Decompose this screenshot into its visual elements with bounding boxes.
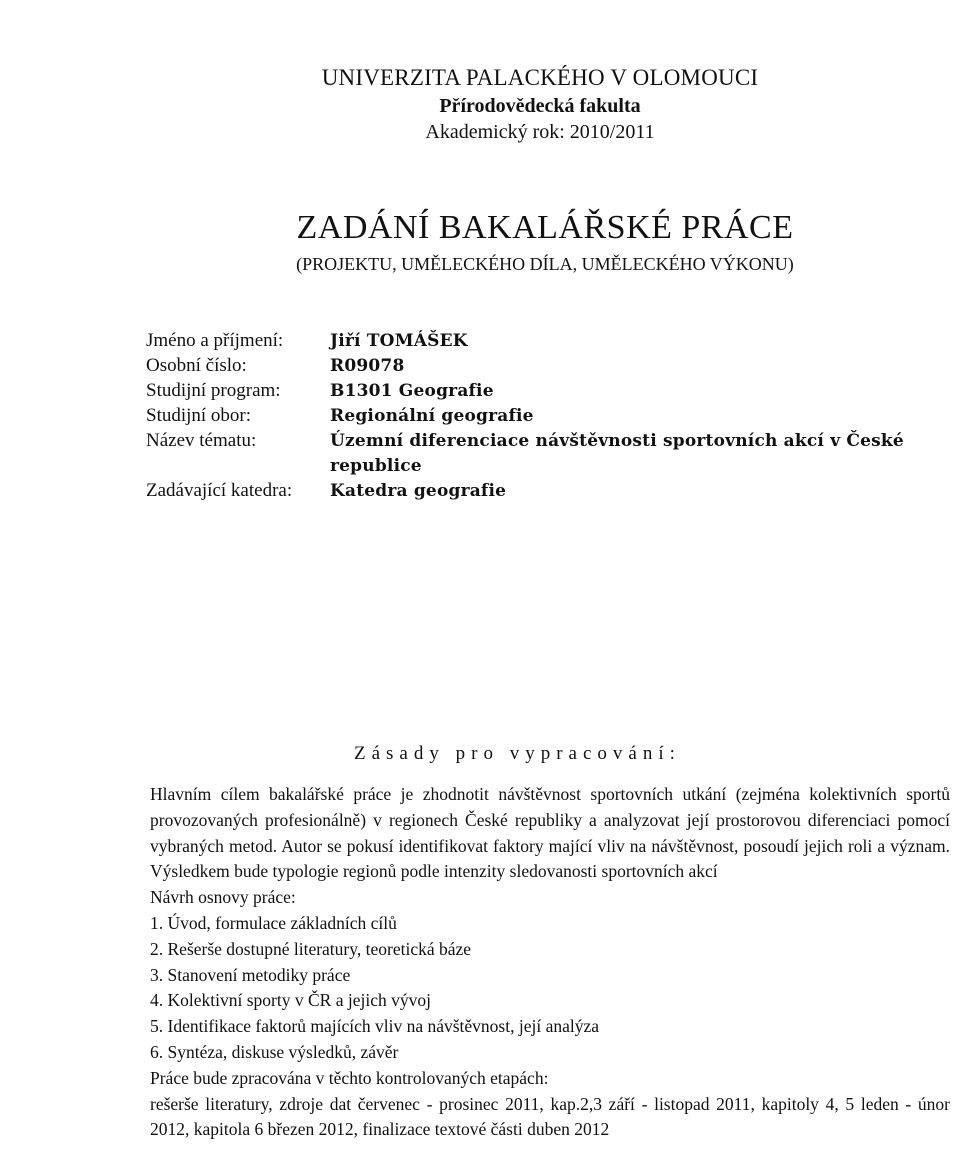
info-value: Jiří TOMÁŠEK (330, 331, 468, 351)
info-value: B1301 Geografie (330, 381, 494, 401)
info-value: Regionální geografie (330, 406, 534, 426)
thesis-assignment-title: ZADÁNÍ BAKALÁŘSKÉ PRÁCE (296, 209, 794, 246)
info-row-topic (146, 429, 946, 478)
stages-text: rešerše literatury, zdroje dat červenec - prosinec 2011, kap.2,3 září - listopad 2011, kapitoly 4, 5 leden - únor 2012, kapitola 6 březen 2012, finalizace textové části duben 2012 (150, 1093, 950, 1140)
faculty-name: Přírodovědecká fakulta (439, 95, 641, 117)
principles-body (150, 782, 950, 1143)
principles-paragraph: Hlavním cílem bakalářské práce je zhodnotit návštěvnost sportovních utkání (zejména kolektivních sportů provozovaných profesionálně) v regionech České republiky a analyzovat její prostorovou diferenciaci pomocí vybraných metod. Autor se pokusí identifikovat faktory mající vliv na návštěvnost, posoudí jejich roli a význam. Výsledkem bude typologie regionů podle intenzity sledovanosti sportovních akcí (150, 784, 950, 882)
outline-item: 5. Identifikace faktorů majících vliv na návštěvnost, její analýza (150, 1016, 600, 1037)
info-row-field-of-study (146, 404, 946, 429)
info-value: Územní diferenciace návštěvnosti sportovních akcí v České republice (330, 431, 904, 476)
outline-item: 3. Stanovení metodiky práce (150, 964, 351, 985)
thesis-assignment-subtitle: (PROJEKTU, UMĚLECKÉHO DÍLA, UMĚLECKÉHO VÝKONU) (296, 254, 794, 274)
outline-item: 6. Syntéza, diskuse výsledků, závěr (150, 1041, 399, 1062)
info-row-study-program (146, 379, 946, 404)
academic-year: Akademický rok: 2010/2011 (425, 121, 655, 143)
document-title (0, 206, 960, 276)
info-row-name (146, 329, 946, 354)
info-value: R09078 (330, 356, 405, 376)
info-label: Studijní obor: (146, 405, 252, 426)
info-label: Název tématu: (146, 430, 257, 451)
stages-title: Práce bude zpracována v těchto kontrolovaných etapách: (150, 1067, 549, 1088)
info-label: Studijní program: (146, 380, 281, 401)
outline-item: 4. Kolektivní sporty v ČR a jejich vývoj (150, 990, 431, 1011)
outline-title: Návrh osnovy práce: (150, 887, 296, 908)
info-row-department (146, 479, 946, 504)
university-name: UNIVERZITA PALACKÉHO V OLOMOUCI (321, 65, 759, 90)
document-header (0, 63, 960, 145)
student-info (146, 329, 946, 504)
outline-item: 2. Rešerše dostupné literatury, teoretická báze (150, 938, 472, 959)
info-row-student-number (146, 354, 946, 379)
info-label: Jméno a příjmení: (146, 330, 284, 351)
info-value: Katedra geografie (330, 480, 507, 501)
info-label: Zadávající katedra: (146, 479, 293, 501)
principles-heading: Zásady pro vypracování: (354, 743, 681, 764)
outline-item: 1. Úvod, formulace základních cílů (150, 912, 397, 933)
info-label: Osobní číslo: (146, 355, 247, 376)
